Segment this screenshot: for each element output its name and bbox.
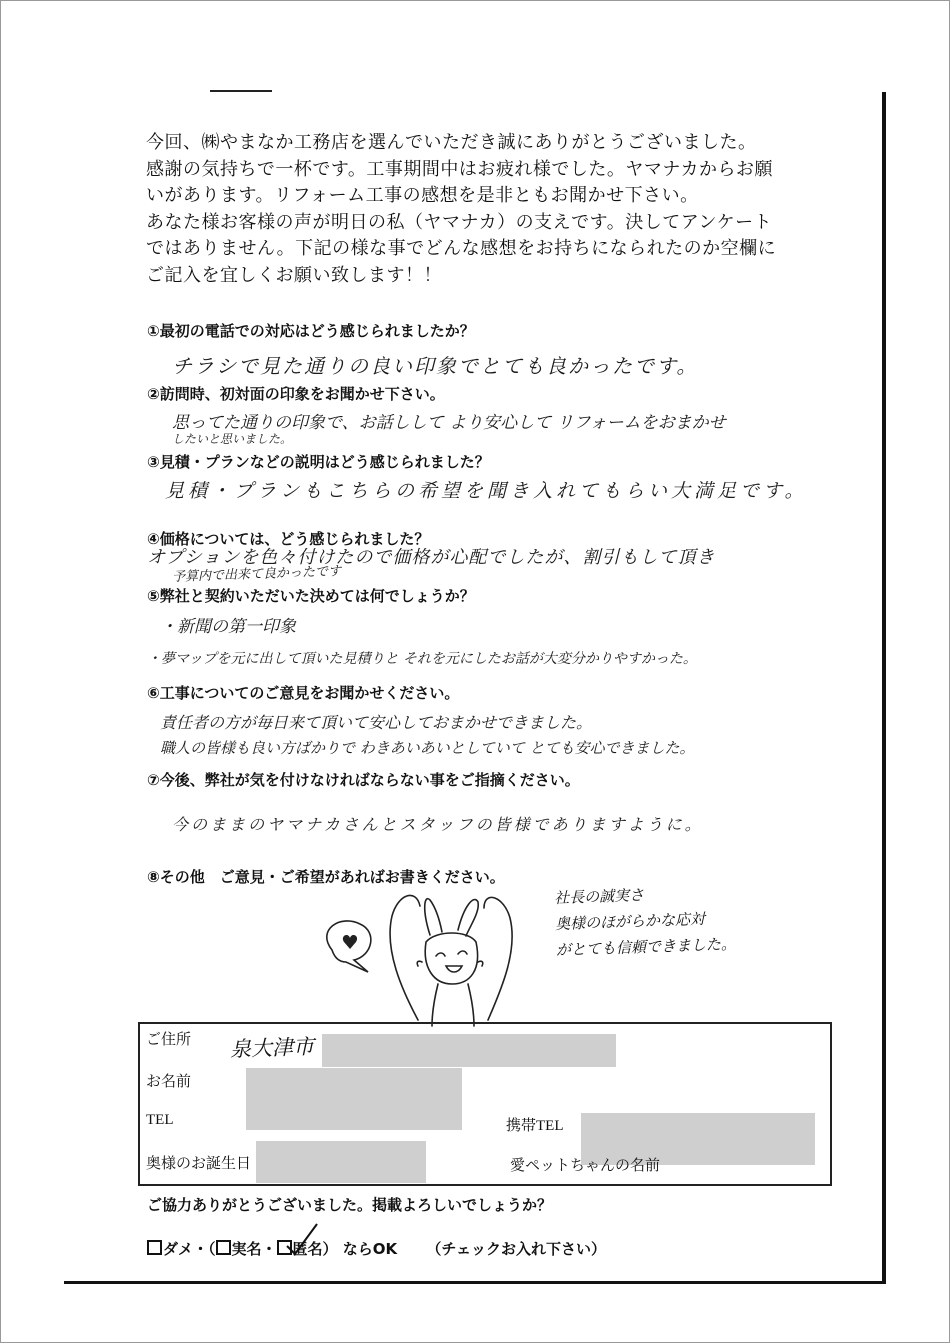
answer-2-line-1: 思ってた通りの印象で、お話しして より安心して リフォームをおまかせ (172, 413, 726, 433)
check-mark-icon (283, 1220, 323, 1260)
answer-4-line-1: オプションを色々付けたので価格が心配でしたが、割引もして頂き (147, 547, 716, 568)
question-3: ③見積・プランなどの説明はどう感じられました？ (147, 453, 490, 471)
mobile-tel-label: 携帯TEL (506, 1118, 564, 1134)
intro-line: いがあります。リフォーム工事の感想を是非ともお聞かせ下さい。 (146, 185, 699, 206)
option-no-label: ダメ・（ (163, 1240, 216, 1258)
pet-name-label: 愛ペットちゃんの名前 (510, 1158, 661, 1174)
intro-paragraph (146, 130, 846, 289)
top-dash-mark (210, 90, 272, 92)
check-instruction: （チェックお入れ下さい） (426, 1240, 606, 1258)
name-redaction (246, 1068, 462, 1130)
answer-6-line-1: 責任者の方が毎日来て頂いて安心しておまかせできました。 (160, 713, 593, 732)
intro-line: ではありません。下記の様な事でどんな感想をお持ちになられたのか空欄に (146, 238, 777, 259)
intro-line: 今回、㈱やまなか工務店を選んでいただき誠にありがとうございました。 (146, 132, 757, 153)
option-anonymous-label: 匿名） (292, 1240, 338, 1258)
address-label: ご住所 (146, 1032, 192, 1048)
address-redaction (322, 1034, 616, 1067)
side-comment-line: がとても信頼できました。 (555, 934, 737, 960)
intro-line: あなた様お客様の声が明日の私（ヤマナカ）の支えです。決してアンケート (146, 211, 773, 233)
answer-2-line-2: したいと思いました。 (172, 432, 293, 446)
question-5: ⑤弊社と契約いただいた決めては何でしょうか？ (147, 587, 475, 605)
answer-3: 見積・プランもこちらの希望を聞き入れてもらい大満足です。 (165, 480, 808, 502)
question-6: ⑥工事についてのご意見をお聞かせください。 (147, 684, 460, 702)
option-realname-label: 実名・ (231, 1240, 277, 1258)
question-1: ①最初の電話での対応はどう感じられましたか？ (147, 322, 475, 340)
question-2: ②訪問時、初対面の印象をお聞かせ下さい。 (147, 385, 445, 403)
side-comment-line: 奥様のほがらかな応対 (554, 909, 706, 934)
option-ok-label: ならOK (342, 1240, 398, 1258)
rabbit-drawing (318, 880, 578, 1030)
wife-birthday-redaction (256, 1141, 426, 1183)
answer-5-line-1: ・新聞の第一印象 (160, 617, 296, 637)
question-4: ④価格については、どう感じられました？ (147, 530, 430, 548)
consent-question: ご協力ありがとうございました。掲載よろしいでしょうか？ (147, 1196, 553, 1214)
heart-icon (343, 935, 357, 949)
bottom-rule (64, 1281, 886, 1284)
answer-6-line-2: 職人の皆様も良い方ばかりで わきあいあいとしていて とても安心できました。 (160, 739, 695, 757)
answer-4-line-2: 予算内で出来て良かったです (171, 564, 342, 585)
consent-options (147, 1238, 606, 1259)
intro-line: ご記入を宜しくお願い致します！！ (146, 264, 442, 286)
tel-label: TEL (146, 1112, 174, 1128)
intro-line: 感謝の気持ちで一杯です。工事期間中はお疲れ様でした。ヤマナカからお願 (146, 158, 774, 180)
right-rule (882, 92, 886, 1282)
wife-birthday-label: 奥様のお誕生日 (146, 1156, 252, 1172)
checkbox-realname[interactable] (216, 1240, 231, 1255)
answer-7: 今のままのヤマナカさんとスタッフの皆様でありますように。 (172, 815, 704, 834)
question-8: ⑧その他 ご意見・ご希望があればお書きください。 (147, 868, 505, 886)
side-comment-line: 社長の誠実さ (553, 886, 645, 908)
address-value: 泉大津市 (229, 1034, 315, 1062)
question-7: ⑦今後、弊社が気を付けなければならない事をご指摘ください。 (147, 771, 580, 789)
checkbox-no[interactable] (147, 1240, 162, 1255)
answer-5-line-2: ・夢マップを元に出して頂いた見積りと それを元にしたお話が大変分かりやすかった。 (147, 651, 697, 667)
name-label: お名前 (146, 1074, 192, 1090)
answer-1: チラシで見た通りの良い印象でとても良かったです。 (172, 354, 699, 378)
side-comment (554, 879, 737, 963)
